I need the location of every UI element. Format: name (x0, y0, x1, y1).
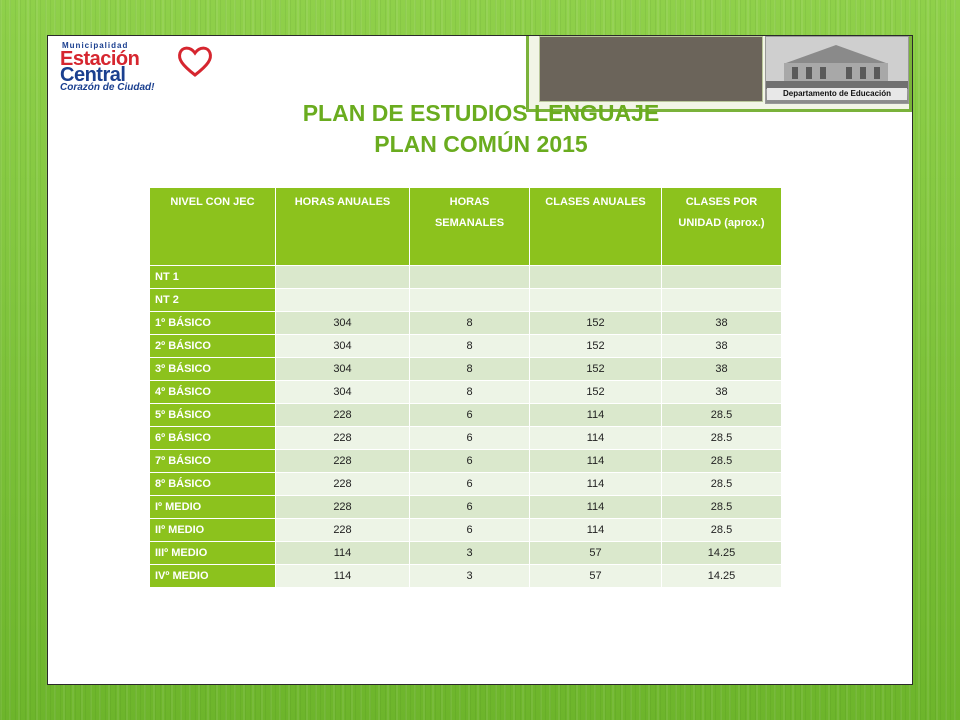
cell-annual-hours: 228 (276, 450, 410, 473)
cell-classes-per-unit: 28.5 (662, 404, 782, 427)
page-title: PLAN DE ESTUDIOS LENGUAJE (302, 100, 660, 126)
table-row (150, 289, 782, 312)
cell-classes-per-unit (662, 266, 782, 289)
table-row (150, 565, 782, 588)
cell-annual-hours: 114 (276, 565, 410, 588)
row-label: IVº MEDIO (150, 565, 276, 588)
cell-classes-per-unit: 14.25 (662, 565, 782, 588)
cell-weekly-hours: 6 (410, 496, 530, 519)
row-label: 1º BÁSICO (150, 312, 276, 335)
cell-weekly-hours: 8 (410, 335, 530, 358)
photo-caption: Departamento de Educación (767, 88, 907, 100)
table-row (150, 542, 782, 565)
table-row (150, 335, 782, 358)
col-header-weekly-hours: HORAS SEMANALES (410, 188, 530, 266)
cell-annual-hours: 114 (276, 542, 410, 565)
cell-weekly-hours: 6 (410, 427, 530, 450)
cell-weekly-hours: 6 (410, 450, 530, 473)
row-label: 7º BÁSICO (150, 450, 276, 473)
table-row (150, 404, 782, 427)
row-label: 2º BÁSICO (150, 335, 276, 358)
cell-weekly-hours (410, 289, 530, 312)
header-photo-dark (539, 36, 763, 102)
cell-weekly-hours: 8 (410, 312, 530, 335)
row-label: 5º BÁSICO (150, 404, 276, 427)
table-row (150, 427, 782, 450)
row-label: IIIº MEDIO (150, 542, 276, 565)
cell-weekly-hours: 3 (410, 542, 530, 565)
table-row (150, 519, 782, 542)
cell-annual-classes: 57 (530, 542, 662, 565)
logo-tagline: Corazón de Ciudad! (60, 82, 155, 93)
cell-annual-classes: 152 (530, 358, 662, 381)
cell-annual-classes: 152 (530, 312, 662, 335)
row-label: 6º BÁSICO (150, 427, 276, 450)
cell-annual-hours: 228 (276, 404, 410, 427)
cell-annual-classes: 152 (530, 381, 662, 404)
cell-annual-classes: 114 (530, 496, 662, 519)
cell-weekly-hours: 6 (410, 519, 530, 542)
cell-annual-classes: 114 (530, 450, 662, 473)
cell-annual-classes: 114 (530, 519, 662, 542)
cell-annual-classes: 152 (530, 335, 662, 358)
heart-icon (176, 45, 214, 77)
cell-classes-per-unit: 38 (662, 358, 782, 381)
logo-line2: Central (60, 64, 126, 86)
cell-classes-per-unit: 14.25 (662, 542, 782, 565)
cell-weekly-hours: 6 (410, 473, 530, 496)
row-label: NT 2 (150, 289, 276, 312)
cell-annual-hours (276, 266, 410, 289)
building-illustration (766, 37, 908, 89)
cell-annual-classes (530, 289, 662, 312)
cell-annual-classes (530, 266, 662, 289)
row-label: 4º BÁSICO (150, 381, 276, 404)
table-row (150, 312, 782, 335)
table-row (150, 473, 782, 496)
table-header-row (150, 188, 782, 266)
row-label: 8º BÁSICO (150, 473, 276, 496)
table-row (150, 496, 782, 519)
cell-weekly-hours: 8 (410, 381, 530, 404)
study-plan-table (149, 187, 782, 588)
cell-annual-hours: 228 (276, 427, 410, 450)
cell-annual-classes: 114 (530, 473, 662, 496)
cell-classes-per-unit: 28.5 (662, 450, 782, 473)
table-row (150, 450, 782, 473)
cell-classes-per-unit: 28.5 (662, 519, 782, 542)
table-row (150, 358, 782, 381)
cell-annual-hours: 304 (276, 381, 410, 404)
table-row (150, 266, 782, 289)
row-label: IIº MEDIO (150, 519, 276, 542)
cell-classes-per-unit: 28.5 (662, 496, 782, 519)
cell-annual-classes: 114 (530, 404, 662, 427)
cell-annual-hours: 304 (276, 335, 410, 358)
cell-classes-per-unit: 38 (662, 335, 782, 358)
cell-classes-per-unit: 38 (662, 381, 782, 404)
cell-classes-per-unit (662, 289, 782, 312)
col-header-level: NIVEL CON JEC (150, 188, 276, 266)
cell-annual-hours (276, 289, 410, 312)
table-row (150, 381, 782, 404)
cell-classes-per-unit: 28.5 (662, 427, 782, 450)
logo-line1: Estación (60, 48, 140, 70)
cell-annual-classes: 114 (530, 427, 662, 450)
cell-weekly-hours (410, 266, 530, 289)
municipality-logo (58, 41, 218, 93)
row-label: NT 1 (150, 266, 276, 289)
row-label: Iº MEDIO (150, 496, 276, 519)
cell-classes-per-unit: 38 (662, 312, 782, 335)
cell-annual-hours: 228 (276, 519, 410, 542)
logo-small-text: Municipalidad (62, 41, 129, 50)
page-subtitle: PLAN COMÚN 2015 (374, 131, 588, 157)
col-header-annual-classes: CLASES ANUALES (530, 188, 662, 266)
cell-weekly-hours: 6 (410, 404, 530, 427)
cell-annual-hours: 304 (276, 312, 410, 335)
cell-annual-hours: 228 (276, 496, 410, 519)
slide (47, 35, 913, 685)
cell-classes-per-unit: 28.5 (662, 473, 782, 496)
cell-weekly-hours: 3 (410, 565, 530, 588)
cell-annual-hours: 228 (276, 473, 410, 496)
cell-annual-classes: 57 (530, 565, 662, 588)
row-label: 3º BÁSICO (150, 358, 276, 381)
col-header-classes-per-unit: CLASES POR UNIDAD (aprox.) (662, 188, 782, 266)
col-header-annual-hours: HORAS ANUALES (276, 188, 410, 266)
cell-annual-hours: 304 (276, 358, 410, 381)
cell-weekly-hours: 8 (410, 358, 530, 381)
